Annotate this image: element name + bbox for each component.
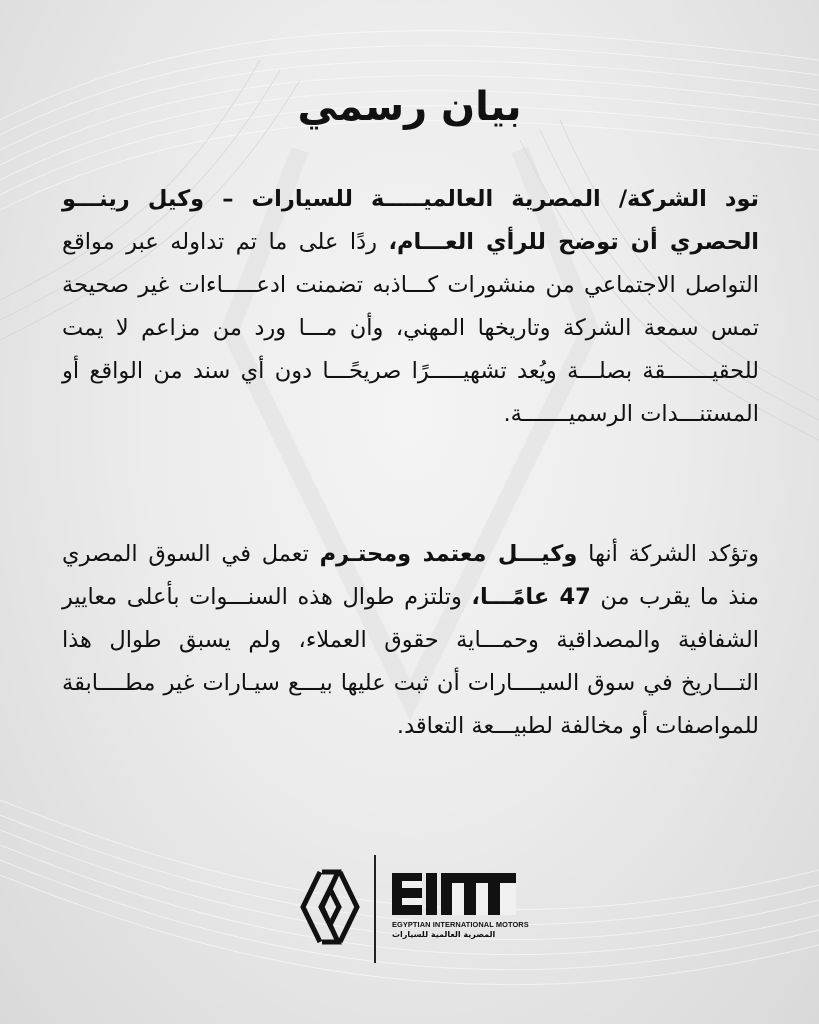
paragraph-2-text-before: وتؤكد الشركة أنها	[577, 541, 759, 567]
renault-diamond-icon	[300, 869, 360, 945]
eim-logo-mark	[392, 869, 516, 915]
eim-logo	[392, 869, 528, 949]
paragraph-2-text-after: وتلتزم طوال هذه السنـــوات بأعلى معايير الشفافية والمصداقية وحمـــاية حقوق العملاء، ولم يسبق طوال هذا التـــاريخ في سوق السيــــارات أن ثبت عليها بيـــع سيـارات غير مطــــابقة للمواصفات أو مخالفة لطبيـــعة التعاقد.	[62, 584, 759, 739]
eim-english-name: EGYPTIAN INTERNATIONAL MOTORS	[392, 920, 529, 929]
eim-arabic-name: المصرية العالمية للسيارات	[392, 930, 496, 939]
accredited-agent-bold: وكيـــل معتمد ومحتـرم	[319, 541, 578, 567]
paragraph-2-text-middle: تعمل في السوق المصري منذ ما يقرب من	[62, 541, 759, 610]
footer-logos	[0, 855, 819, 965]
years-count-bold: 47 عامًـــا،	[471, 584, 591, 610]
statement-body-text: ردًا على ما تم تداوله عبر مواقع التواصل الاجتماعي من منشورات كـــاذبه تضمنت ادعـــــاءات غير صحيحة تمس سمعة الشركة وتاريخها المهني، وأن مـــا ورد من مزاعم لا يمت للحقيـــــــقة بصلـــة ويُعد تشهيـــــرًا صريحًـــا دون أي سند من الواقع أو المستنـــدات الرسميـــــــة.	[62, 229, 759, 427]
statement-paragraph-2	[62, 533, 759, 748]
statement-paragraph-1	[62, 178, 759, 436]
page-title: بيان رسمي	[297, 84, 522, 130]
logo-divider	[374, 855, 376, 963]
statement-intro-bold: تود الشركة/ المصرية العالميـــــة للسيارات – وكيل رينـــو الحصري أن توضح للرأي العـــام،	[62, 186, 759, 255]
